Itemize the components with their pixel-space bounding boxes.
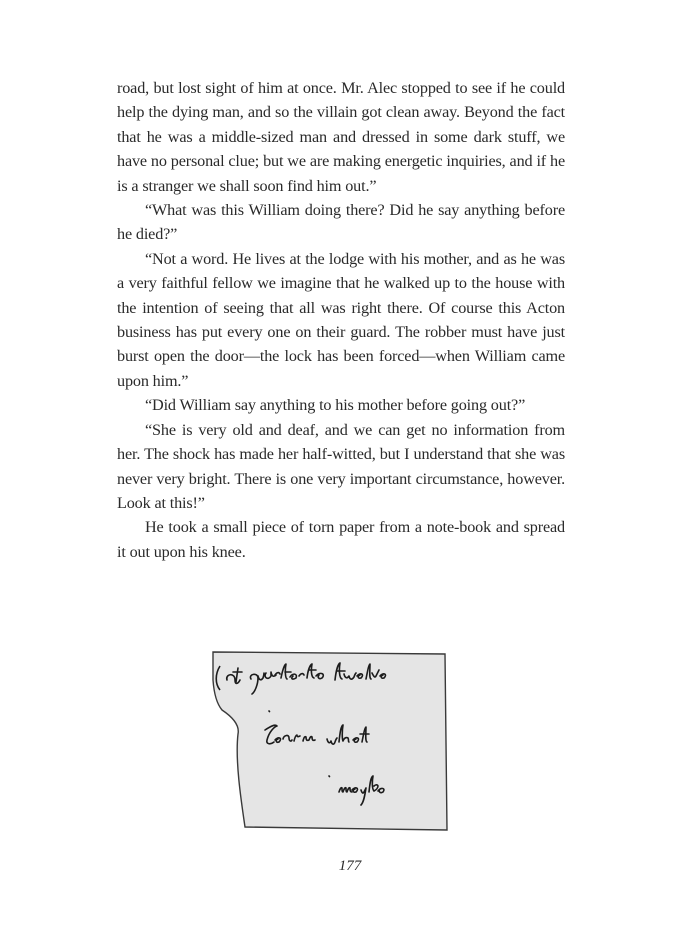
paragraph-2: “What was this William doing there? Did he say anything before he died?” xyxy=(117,201,565,244)
torn-paper-fragment xyxy=(213,652,447,830)
page-number: 177 xyxy=(338,858,362,874)
paragraph-3: “Not a word. He lives at the lodge with his mother, and as he was a very faithful fellow we imagine that he walked up to the house with the intention of seeing that all was right there. Of course this Acton business has put every one on their guard. The robber must have just burst open the door—the lock has been forced—when William came upon him.” xyxy=(117,249,565,390)
torn-note-image xyxy=(211,650,449,834)
paragraph-5: “She is very old and deaf, and we can get no information from her. The shock has made her half-witted, but I understand that she was never very bright. There is one very important circumstance, however. Look at this!” xyxy=(117,420,565,512)
paragraph-6: He took a small piece of torn paper from a note-book and spread it out upon his knee. xyxy=(117,518,565,561)
paragraph-1: road, but lost sight of him at once. Mr. Alec stopped to see if he could help the dying man, and so the villain got clean away. Beyond the fact that he was a middle-sized man and dressed in some dark stuff, we have no personal clue; but we are making energetic inquiries, and if he is a stranger we shall soon find him out.” xyxy=(117,79,565,195)
body-text xyxy=(117,76,565,564)
paragraph-4: “Did William say anything to his mother before going out?” xyxy=(145,396,526,415)
handwritten-note-illustration xyxy=(211,650,449,834)
